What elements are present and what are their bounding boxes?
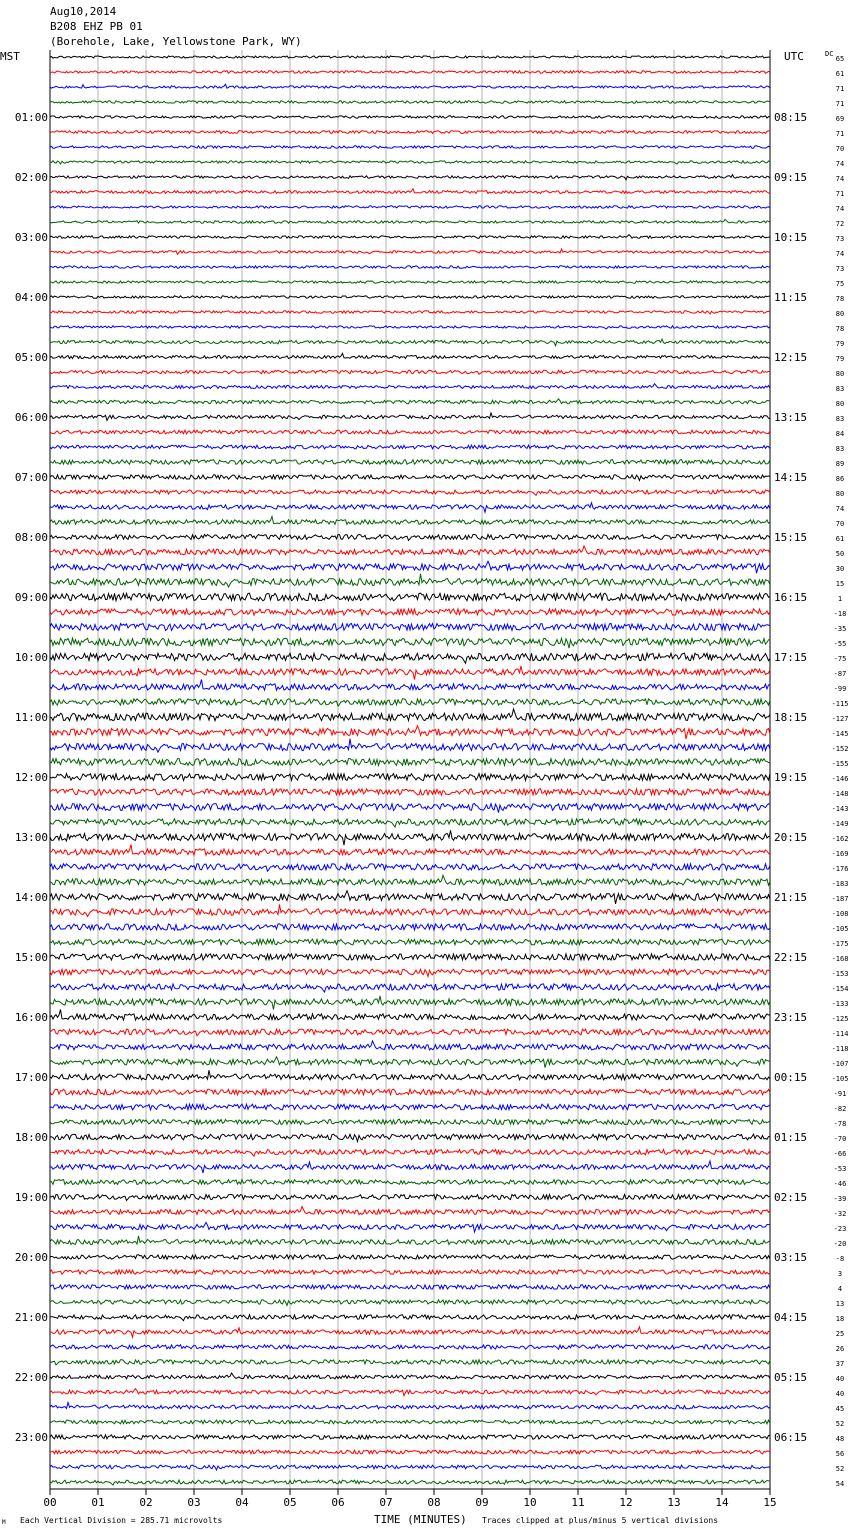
- trace-line: [50, 1222, 770, 1232]
- dc-offset-label: -91: [833, 1090, 847, 1098]
- mst-hour-label: 13:00: [14, 831, 48, 844]
- mst-hour-label: 21:00: [14, 1311, 48, 1324]
- dc-offset-label: -154: [831, 985, 849, 993]
- dc-offset-label: -125: [831, 1015, 849, 1023]
- mst-hour-label: 19:00: [14, 1191, 48, 1204]
- dc-offset-label: -187: [831, 895, 849, 903]
- dc-offset-label: -176: [831, 865, 849, 873]
- x-tick-label: 06: [331, 1496, 345, 1509]
- utc-hour-label: 08:15: [774, 111, 808, 124]
- mst-hour-label: 18:00: [14, 1131, 48, 1144]
- footer-clip-note: Traces clipped at plus/minus 5 vertical divisions: [482, 1516, 719, 1525]
- mst-hour-label: 16:00: [14, 1011, 48, 1024]
- trace-line: [50, 759, 770, 766]
- trace-line: [50, 653, 770, 663]
- dc-offset-label: 71: [835, 190, 845, 198]
- dc-offset-label: -105: [831, 1075, 849, 1083]
- dc-offset-label: 26: [835, 1345, 845, 1353]
- utc-hour-label: 01:15: [774, 1131, 808, 1144]
- dc-offset-label: 74: [835, 175, 845, 183]
- trace-line: [50, 1029, 770, 1036]
- trace-line: [50, 1255, 770, 1259]
- dc-offset-label: 74: [835, 505, 845, 513]
- dc-offset-label: 80: [835, 370, 845, 378]
- trace-line: [50, 370, 770, 374]
- trace-line: [50, 561, 770, 573]
- trace-line: [50, 819, 770, 827]
- dc-offset-label: -153: [831, 970, 849, 978]
- trace-line: [50, 189, 770, 194]
- dc-offset-label: -55: [833, 640, 847, 648]
- trace-line: [50, 546, 770, 555]
- trace-line: [50, 1285, 770, 1290]
- dc-offset-label: 73: [835, 265, 845, 273]
- dc-offset-label: -168: [831, 955, 849, 963]
- dc-offset-label: -82: [833, 1105, 847, 1113]
- x-tick-label: 04: [235, 1496, 249, 1509]
- dc-offset-label: 65: [835, 55, 845, 63]
- trace-line: [50, 1315, 770, 1321]
- dc-offset-label: -35: [833, 625, 847, 633]
- trace-line: [50, 1345, 770, 1349]
- dc-offset-label: -133: [831, 1000, 849, 1008]
- trace-line: [50, 905, 770, 917]
- x-tick-label: 15: [763, 1496, 777, 1509]
- dc-offset-label: 50: [835, 550, 845, 558]
- utc-hour-label: 00:15: [774, 1071, 808, 1084]
- dc-offset-label: 52: [835, 1465, 845, 1473]
- trace-line: [50, 56, 770, 58]
- trace-line: [50, 296, 770, 299]
- dc-offset-label: 13: [835, 1300, 845, 1308]
- dc-offset-label: 86: [835, 475, 845, 483]
- x-tick-label: 02: [139, 1496, 153, 1509]
- dc-offset-label: -107: [831, 1060, 849, 1068]
- utc-hour-label: 10:15: [774, 231, 808, 244]
- trace-line: [50, 1161, 770, 1173]
- trace-line: [50, 206, 770, 209]
- dc-offset-label: -145: [831, 730, 849, 738]
- trace-line: [50, 84, 770, 88]
- trace-line: [50, 1465, 770, 1470]
- dc-offset-label: 78: [835, 325, 845, 333]
- utc-hour-label: 13:15: [774, 411, 808, 424]
- trace-line: [50, 535, 770, 541]
- mst-hour-label: 22:00: [14, 1371, 48, 1384]
- trace-line: [50, 460, 770, 465]
- dc-offset-label: 1: [837, 595, 843, 603]
- dc-offset-label: 3: [837, 1270, 843, 1278]
- trace-line: [50, 266, 770, 268]
- dc-offset-label: 48: [835, 1435, 845, 1443]
- utc-hour-label: 05:15: [774, 1371, 808, 1384]
- trace-line: [50, 996, 770, 1010]
- trace-line: [50, 875, 770, 885]
- dc-offset-label: 83: [835, 385, 845, 393]
- dc-offset-label: 74: [835, 160, 845, 168]
- label-group: [15, 55, 849, 1509]
- trace-line: [50, 774, 770, 781]
- trace-line: [50, 1300, 770, 1306]
- trace-line: [50, 490, 770, 495]
- x-tick-label: 10: [523, 1496, 537, 1509]
- trace-line: [50, 1435, 770, 1439]
- dc-offset-label: 70: [835, 145, 845, 153]
- mst-hour-label: 07:00: [14, 471, 48, 484]
- trace-line: [50, 1480, 770, 1485]
- trace-line: [50, 1119, 770, 1124]
- trace-line: [50, 101, 770, 104]
- header-location: (Borehole, Lake, Yellowstone Park, WY): [50, 35, 302, 48]
- trace-line: [50, 1207, 770, 1215]
- dc-offset-label: -155: [831, 760, 849, 768]
- trace-line: [50, 864, 770, 871]
- dc-offset-label: -23: [833, 1225, 847, 1233]
- dc-offset-label: 79: [835, 340, 845, 348]
- dc-offset-label: -70: [833, 1135, 847, 1143]
- dc-offset-label: -18: [833, 610, 847, 618]
- x-tick-label: 13: [667, 1496, 681, 1509]
- trace-line: [50, 680, 770, 691]
- dc-offset-label: -146: [831, 775, 849, 783]
- trace-line: [50, 249, 770, 254]
- trace-line: [50, 516, 770, 524]
- mst-hour-label: 14:00: [14, 891, 48, 904]
- mst-hour-label: 02:00: [14, 171, 48, 184]
- trace-line: [50, 413, 770, 421]
- trace-line: [50, 924, 770, 930]
- utc-hour-label: 20:15: [774, 831, 808, 844]
- dc-offset-label: -127: [831, 715, 849, 723]
- dc-offset-label: -118: [831, 1045, 849, 1053]
- trace-line: [50, 175, 770, 180]
- dc-offset-label: 74: [835, 250, 845, 258]
- header-date: Aug10,2014: [50, 5, 117, 18]
- trace-line: [50, 146, 770, 148]
- dc-offset-label: 37: [835, 1360, 845, 1368]
- dc-offset-label: 61: [835, 535, 845, 543]
- dc-offset-label: 83: [835, 445, 845, 453]
- trace-line: [50, 1070, 770, 1080]
- dc-offset-label: 40: [835, 1375, 845, 1383]
- trace-line: [50, 1195, 770, 1201]
- utc-hour-label: 18:15: [774, 711, 808, 724]
- dc-offset-label: 80: [835, 400, 845, 408]
- dc-offset-label: 71: [835, 100, 845, 108]
- x-tick-label: 11: [571, 1496, 585, 1509]
- x-tick-label: 07: [379, 1496, 393, 1509]
- trace-line: [50, 574, 770, 587]
- dc-axis-title: DC: [825, 50, 834, 58]
- trace-line: [50, 116, 770, 118]
- trace-line: [50, 1360, 770, 1365]
- mst-hour-label: 05:00: [14, 351, 48, 364]
- trace-line: [50, 475, 770, 481]
- dc-offset-label: 56: [835, 1450, 845, 1458]
- utc-hour-label: 14:15: [774, 471, 808, 484]
- mst-hour-label: 01:00: [14, 111, 48, 124]
- trace-line: [50, 1010, 770, 1021]
- dc-offset-label: -99: [833, 685, 847, 693]
- trace-line: [50, 1403, 770, 1409]
- trace-line: [50, 1089, 770, 1095]
- trace-line: [50, 281, 770, 283]
- x-tick-label: 01: [91, 1496, 105, 1509]
- x-tick-label: 08: [427, 1496, 441, 1509]
- dc-offset-label: -87: [833, 670, 847, 678]
- footer-vertical-division: Each Vertical Division = 285.71 microvolts: [20, 1516, 223, 1525]
- x-tick-label: 09: [475, 1496, 489, 1509]
- dc-offset-label: 69: [835, 115, 845, 123]
- dc-offset-label: 75: [835, 280, 845, 288]
- trace-line: [50, 969, 770, 976]
- header-station: B208 EHZ PB 01: [50, 20, 143, 33]
- x-tick-label: 00: [43, 1496, 57, 1509]
- dc-offset-label: 45: [835, 1405, 845, 1413]
- dc-offset-label: -162: [831, 835, 849, 843]
- dc-offset-label: 74: [835, 205, 845, 213]
- trace-line: [50, 219, 770, 223]
- dc-offset-label: 70: [835, 520, 845, 528]
- utc-hour-label: 12:15: [774, 351, 808, 364]
- trace-line: [50, 804, 770, 813]
- dc-offset-label: -114: [831, 1030, 849, 1038]
- utc-hour-label: 09:15: [774, 171, 808, 184]
- trace-line: [50, 235, 770, 239]
- utc-axis-title: UTC: [784, 50, 804, 63]
- trace-line: [50, 789, 770, 796]
- trace-line: [50, 830, 770, 845]
- trace-line: [50, 609, 770, 615]
- trace-line: [50, 1270, 770, 1274]
- trace-line: [50, 430, 770, 434]
- trace-line: [50, 326, 770, 329]
- trace-line: [50, 726, 770, 739]
- x-tick-label: 14: [715, 1496, 729, 1509]
- dc-offset-label: -149: [831, 820, 849, 828]
- utc-hour-label: 06:15: [774, 1431, 808, 1444]
- trace-line: [50, 709, 770, 721]
- trace-line: [50, 1420, 770, 1424]
- trace-line: [50, 384, 770, 389]
- trace-line: [50, 131, 770, 134]
- dc-offset-label: -152: [831, 745, 849, 753]
- dc-offset-label: -143: [831, 805, 849, 813]
- trace-line: [50, 399, 770, 404]
- dc-offset-label: 4: [837, 1285, 843, 1293]
- dc-offset-label: -8: [835, 1255, 845, 1263]
- dc-offset-label: 30: [835, 565, 845, 573]
- trace-line: [50, 161, 770, 164]
- utc-hour-label: 04:15: [774, 1311, 808, 1324]
- dc-offset-label: -20: [833, 1240, 847, 1248]
- trace-line: [50, 666, 770, 680]
- mst-hour-label: 11:00: [14, 711, 48, 724]
- trace-line: [50, 954, 770, 961]
- trace-line: [50, 445, 770, 449]
- utc-hour-label: 22:15: [774, 951, 808, 964]
- trace-line: [50, 1389, 770, 1396]
- utc-hour-label: 15:15: [774, 531, 808, 544]
- mst-hour-label: 04:00: [14, 291, 48, 304]
- dc-offset-label: -183: [831, 880, 849, 888]
- trace-line: [50, 984, 770, 992]
- mst-hour-label: 10:00: [14, 651, 48, 664]
- trace-line: [50, 699, 770, 706]
- trace-line: [50, 1450, 770, 1454]
- dc-offset-label: -53: [833, 1165, 847, 1173]
- dc-offset-label: -169: [831, 850, 849, 858]
- dc-offset-label: -175: [831, 940, 849, 948]
- mst-hour-label: 17:00: [14, 1071, 48, 1084]
- mst-hour-label: 15:00: [14, 951, 48, 964]
- mst-hour-label: 12:00: [14, 771, 48, 784]
- trace-line: [50, 1236, 770, 1245]
- utc-hour-label: 23:15: [774, 1011, 808, 1024]
- mst-hour-label: 23:00: [14, 1431, 48, 1444]
- dc-offset-label: 78: [835, 295, 845, 303]
- dc-offset-label: -78: [833, 1120, 847, 1128]
- mst-axis-title: MST: [0, 50, 20, 63]
- trace-line: [50, 71, 770, 73]
- dc-offset-label: 72: [835, 220, 845, 228]
- dc-offset-label: 71: [835, 130, 845, 138]
- trace-line: [50, 891, 770, 904]
- x-tick-label: 03: [187, 1496, 201, 1509]
- dc-offset-label: 71: [835, 85, 845, 93]
- dc-offset-label: 83: [835, 415, 845, 423]
- dc-offset-label: 25: [835, 1330, 845, 1338]
- trace-line: [50, 311, 770, 314]
- trace-line: [50, 739, 770, 752]
- trace-line: [50, 1041, 770, 1050]
- dc-offset-label: -148: [831, 790, 849, 798]
- trace-line: [50, 1057, 770, 1068]
- mst-hour-label: 20:00: [14, 1251, 48, 1264]
- dc-offset-label: -46: [833, 1180, 847, 1188]
- dc-offset-label: -39: [833, 1195, 847, 1203]
- dc-offset-label: 15: [835, 580, 845, 588]
- trace-line: [50, 353, 770, 358]
- trace-group: [50, 56, 770, 1485]
- utc-hour-label: 17:15: [774, 651, 808, 664]
- dc-offset-label: 54: [835, 1480, 845, 1488]
- footer-corner-mark: M: [2, 1519, 6, 1526]
- dc-offset-label: 40: [835, 1390, 845, 1398]
- x-tick-label: 05: [283, 1496, 297, 1509]
- trace-line: [50, 623, 770, 630]
- trace-line: [50, 503, 770, 512]
- utc-hour-label: 19:15: [774, 771, 808, 784]
- dc-offset-label: 89: [835, 460, 845, 468]
- x-axis-label: TIME (MINUTES): [374, 1513, 467, 1526]
- mst-hour-label: 09:00: [14, 591, 48, 604]
- utc-hour-label: 03:15: [774, 1251, 808, 1264]
- utc-hour-label: 21:15: [774, 891, 808, 904]
- trace-line: [50, 1327, 770, 1337]
- mst-hour-label: 06:00: [14, 411, 48, 424]
- trace-line: [50, 1104, 770, 1110]
- dc-offset-label: 79: [835, 355, 845, 363]
- utc-hour-label: 16:15: [774, 591, 808, 604]
- dc-offset-label: 80: [835, 310, 845, 318]
- dc-offset-label: 73: [835, 235, 845, 243]
- trace-line: [50, 1134, 770, 1141]
- dc-offset-label: -66: [833, 1150, 847, 1158]
- dc-offset-label: -115: [831, 700, 849, 708]
- mst-hour-label: 03:00: [14, 231, 48, 244]
- trace-line: [50, 1150, 770, 1157]
- trace-line: [50, 593, 770, 601]
- trace-line: [50, 638, 770, 648]
- dc-offset-label: -108: [831, 910, 849, 918]
- trace-line: [50, 1373, 770, 1379]
- utc-hour-label: 02:15: [774, 1191, 808, 1204]
- mst-hour-label: 08:00: [14, 531, 48, 544]
- trace-line: [50, 339, 770, 346]
- dc-offset-label: 80: [835, 490, 845, 498]
- trace-line: [50, 939, 770, 945]
- trace-line: [50, 1180, 770, 1185]
- utc-hour-label: 11:15: [774, 291, 808, 304]
- dc-offset-label: 61: [835, 70, 845, 78]
- trace-line: [50, 845, 770, 856]
- x-tick-label: 12: [619, 1496, 633, 1509]
- dc-offset-label: -32: [833, 1210, 847, 1218]
- dc-offset-label: 52: [835, 1420, 845, 1428]
- dc-offset-label: 84: [835, 430, 845, 438]
- dc-offset-label: -105: [831, 925, 849, 933]
- dc-offset-label: -75: [833, 655, 847, 663]
- dc-offset-label: 18: [835, 1315, 845, 1323]
